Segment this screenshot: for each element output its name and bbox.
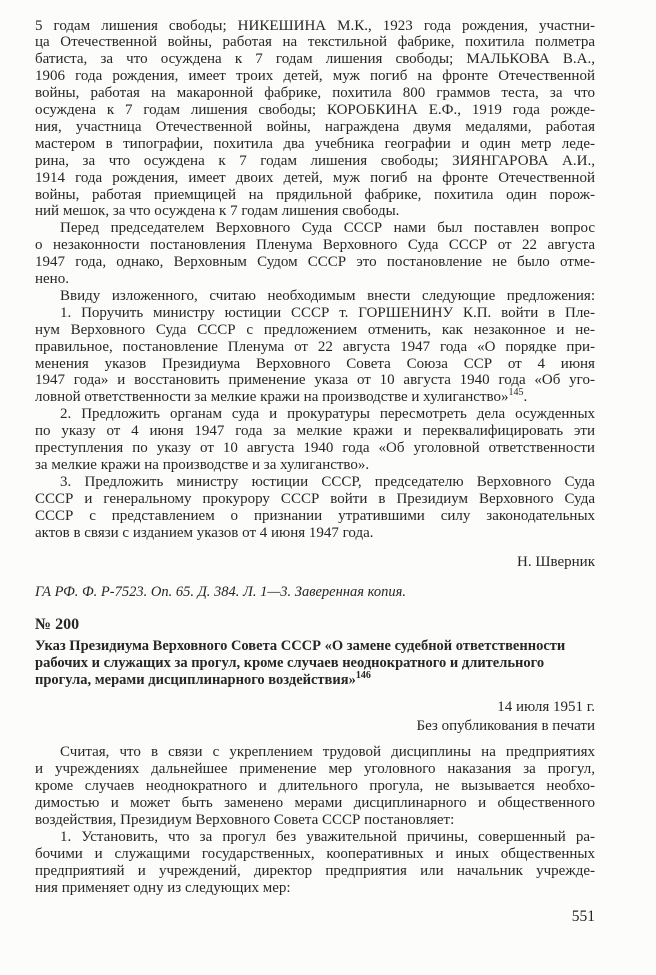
body-paragraph-line: [35, 220, 595, 237]
body-paragraph-line: [35, 170, 595, 187]
document-number: [35, 616, 595, 633]
line-tail: .: [523, 389, 528, 406]
line-text: правильное, постановление Пленума от 22 августа 1947 года «О порядке при-: [35, 338, 595, 355]
publication-note: [35, 718, 595, 735]
line-text: 1947 года, однако, Верховным Судом СССР это постановление не было отме-: [35, 254, 596, 271]
document-title-line: [35, 655, 595, 672]
line-text: димостью и может быть заменено мерами дисциплинарного и общественного: [35, 794, 595, 811]
line-with-footnote: [35, 389, 527, 406]
body-paragraph-line: [35, 423, 595, 440]
line-text: менения указов Президиума Верховного Совета Союза ССР от 4 июня: [35, 355, 595, 372]
body-paragraph-line: [35, 389, 595, 406]
line-text: 3. Предложить министру юстиции СССР, председателю Верховного Суда: [60, 473, 595, 490]
document-date-text: 14 июля 1951 г.: [497, 699, 595, 715]
line-text: и учреждениях дальнейшее применение мер уголовного наказания за прогул,: [35, 760, 596, 777]
line-text: мастером в типографии, похитила два учебника географии и один метр леде-: [35, 135, 596, 152]
body-paragraph-line: [35, 491, 595, 508]
archive-reference: [35, 584, 595, 601]
body-paragraph-line: [35, 525, 595, 542]
line-with-footnote: [35, 669, 371, 689]
line-text: ловной ответственности за мелкие кражи на производстве и хулиганство»: [35, 389, 509, 406]
line-text: предприятияй и учреждений, директор предприятия или начальник учрежде-: [35, 863, 595, 880]
footnote-marker: 146: [355, 669, 371, 681]
body-paragraph-line: [35, 153, 595, 170]
decree-paragraph-line: [35, 846, 595, 863]
body-paragraph-line: [35, 119, 595, 136]
body-paragraph-line: [35, 271, 595, 288]
line-text: по указу от 4 июня 1947 года за мелкие кражи и переквалифицировать эти: [35, 423, 595, 440]
line-text: за мелкие кражи на производстве и за хулиганство».: [35, 456, 370, 473]
body-paragraph-line: [35, 322, 595, 339]
line-text: 1906 года рождения, имеет троих детей, муж погиб на фронте Отечественной: [35, 68, 595, 85]
body-paragraph-line: [35, 508, 595, 525]
signature: [35, 554, 595, 571]
decree-paragraph-line: [35, 880, 595, 897]
line-text: рина, за что осуждена к 7 годам лишения свободы; ЗИЯНГАРОВА А.И.,: [35, 152, 595, 169]
body-paragraph-line: [35, 305, 595, 322]
body-paragraph-line: [35, 406, 595, 423]
line-text: Ввиду изложенного, считаю необходимым внести следующие предложения:: [60, 287, 595, 304]
body-paragraph-line: [35, 288, 595, 305]
decree-paragraph-line: [35, 778, 595, 795]
archive-reference-text: ГА РФ. Ф. Р-7523. Оп. 65. Д. 384. Л. 1—3. Заверенная копия.: [35, 584, 406, 600]
line-text: 5 годам лишения свободы; НИКЕШИНА М.К., 1923 года рождения, участни-: [35, 17, 596, 34]
body-paragraph-line: [35, 187, 595, 204]
line-text: нум Верховного Суда СССР с предложением отменить, как незаконное и не-: [35, 321, 595, 338]
line-text: ца Отечественной войны, работая на текстильной фабрике, похитила полметра: [35, 34, 595, 51]
footnote-marker: 145: [508, 387, 524, 399]
line-text: 1. Поручить министру юстиции СССР т. ГОРШЕНИНУ К.П. войти в Пле-: [60, 304, 595, 321]
line-text: о незаконности постановления Пленума Верховного Суда СССР от 22 августа: [35, 237, 595, 254]
line-text: ния применяет одну из следующих мер:: [35, 880, 291, 897]
document-date: [35, 699, 595, 716]
body-paragraph-line: [35, 440, 595, 457]
line-text: рабочих и служащих за прогул, кроме случаев неоднократного и длительного: [35, 654, 545, 671]
line-text: Указ Президиума Верховного Совета СССР «О замене судебной ответственности: [35, 637, 566, 654]
line-text: преступления по указу от 10 августа 1940 года «Об уголовной ответственности: [35, 440, 595, 456]
signature-text: Н. Шверник: [517, 554, 595, 570]
line-text: кроме случаев неоднократного и длительного прогула, не вызывается необхо-: [35, 777, 595, 794]
line-text: 1947 года» и восстановить применение указа от 10 августа 1940 года «Об уго-: [35, 372, 595, 389]
body-paragraph-line: [35, 339, 595, 356]
line-text: прогула, мерами дисциплинарного воздействия»: [35, 671, 356, 688]
body-paragraph-line: [35, 237, 595, 254]
document-number-text: № 200: [35, 616, 80, 633]
decree-paragraph-line: [35, 795, 595, 812]
line-text: войны, работая на макаронной фабрике, похитила 800 граммов теста, за что: [35, 85, 595, 102]
line-text: Перед председателем Верховного Суда СССР нами был поставлен вопрос: [60, 220, 596, 237]
body-paragraph-line: [35, 85, 595, 102]
line-text: войны, работая приемщицей на прядильной фабрике, похитила один порож-: [35, 186, 595, 203]
line-text: осуждена к 7 годам лишения свободы; КОРОБКИНА Е.Ф., 1919 года рожде-: [35, 102, 595, 118]
decree-paragraph-line: [35, 812, 595, 829]
line-text: Считая, что в связи с укреплением трудовой дисциплины на предприятиях: [60, 743, 595, 760]
decree-paragraph-line: [35, 829, 595, 846]
line-text: ний мешок, за что осуждена к 7 годам лишения свободы.: [35, 203, 400, 220]
body-paragraph-line: [35, 254, 595, 271]
publication-note-text: Без опубликования в печати: [416, 718, 595, 734]
page-number: 551: [571, 908, 595, 925]
document-title-line: [35, 638, 595, 655]
line-text: СССР с представлением о признании утратившими силу законодательных: [35, 507, 596, 524]
document-title-line: [35, 669, 595, 689]
body-paragraph-line: [35, 51, 595, 68]
body-paragraph-line: [35, 356, 595, 373]
body-paragraph-line: [35, 474, 595, 491]
body-paragraph-line: [35, 34, 595, 51]
line-text: воздействия, Президиум Верховного Совета СССР постановляет:: [35, 811, 455, 828]
line-text: 2. Предложить органам суда и прокуратуры пересмотреть дела осужденных: [60, 406, 596, 423]
line-text: нено.: [35, 271, 69, 287]
decree-paragraph-line: [35, 863, 595, 880]
line-text: актов в связи с изданием указов от 4 июня 1947 года.: [35, 524, 374, 541]
decree-paragraph-line: [35, 761, 595, 778]
line-text: батиста, за что осуждена к 7 годам лишения свободы; МАЛЬКОВА В.А.,: [35, 51, 595, 68]
line-text: СССР и генеральному прокурору СССР войти в Президиум Верховного Суда: [35, 490, 596, 507]
body-paragraph-line: [35, 136, 595, 153]
body-paragraph-line: [35, 102, 595, 119]
body-paragraph-line: [35, 68, 595, 85]
line-text: 1. Установить, что за прогул без уважительной причины, совершенный ра-: [60, 829, 596, 845]
line-text: бочими и служащими государственных, кооперативных и иных общественных: [35, 846, 595, 863]
decree-paragraph-line: [35, 744, 595, 761]
body-paragraph-line: [35, 457, 595, 474]
line-text: ния, участница Отечественной войны, награждена двумя медалями, работая: [35, 118, 595, 135]
body-paragraph-line: [35, 18, 595, 35]
body-paragraph-line: [35, 203, 595, 220]
line-text: 1914 года рождения, имеет двоих детей, муж погиб на фронте Отечественной: [35, 169, 595, 186]
